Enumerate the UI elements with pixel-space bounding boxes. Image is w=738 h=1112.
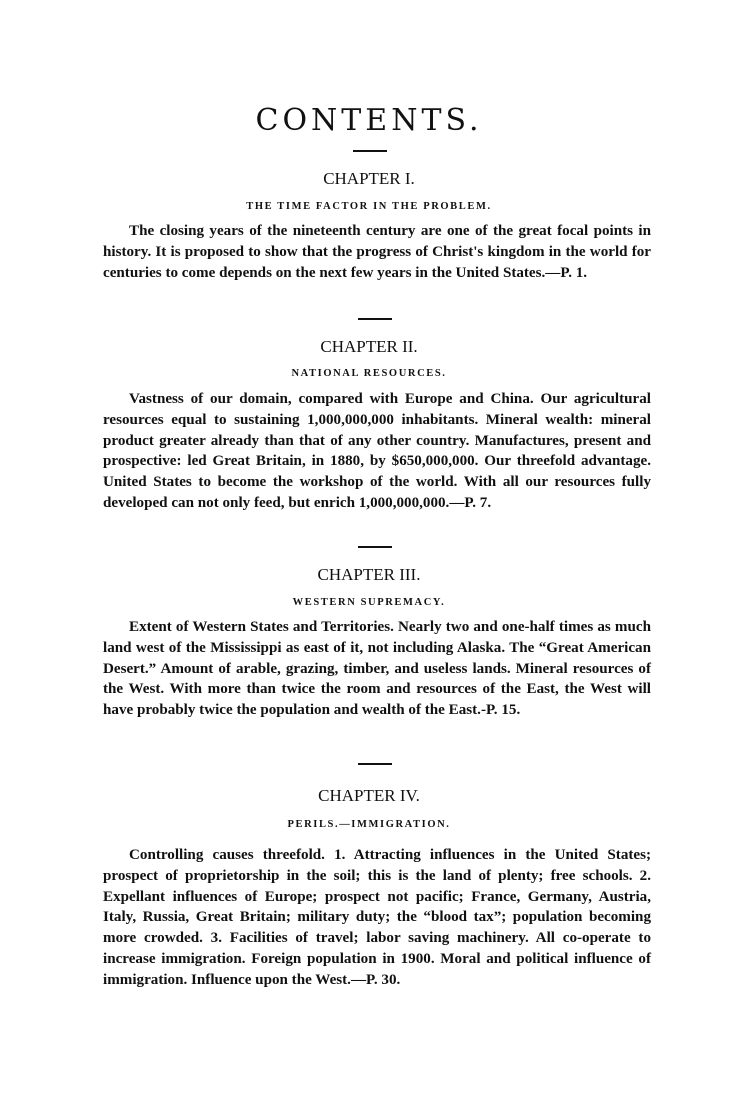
chapter-4-heading: CHAPTER IV. [318,786,420,805]
chapter-3-heading: CHAPTER III. [317,565,421,584]
page-title: CONTENTS. [255,103,483,138]
chapter-4-summary: Controlling causes threefold. 1. Attracting influences in the United States; prospect of proprietorship in the soil; this is the land of plenty; free schools. 2. Expellant influences of Europe; prospect not pacific; France, Germany, Austria, Italy, Russia, Great Britain; military duty; the “blood tax”; population becoming more crowded. 3. Facilities of travel; labor saving machinery. All co-operate to increase immigration. Foreign population in 1900. Moral and political influence of immigration. Influence upon the West.—P. 30. [103,847,651,988]
chapter-3-subtitle: WESTERN SUPREMACY. [292,597,446,608]
chapter-1-summary: The closing years of the nineteenth century are one of the great focal points in history. It is proposed to show that the progress of Christ's kingdom in the world for centuries to come depends on the next few years in the United States.—P. 1. [103,223,651,281]
chapter-3-rule [358,763,392,765]
chapter-2-summary: Vastness of our domain, compared with Europe and China. Our agricultural resources equal to sustaining 1,000,000,000 inhabitants. Mineral wealth: mineral product greater already than that of any other country. Manufactures, present and prospective: led Great Britain, in 1880, by $650,000,000. Our threefold advantage. United States to become the workshop of the world. With all our resources fully developed can not only feed, but enrich 1,000,000,000.—P. 7. [103,391,651,511]
chapter-1-subtitle: THE TIME FACTOR IN THE PROBLEM. [246,201,492,212]
chapter-4-subtitle: PERILS.—IMMIGRATION. [287,819,451,830]
chapter-1-heading: CHAPTER I. [323,169,415,188]
title-rule [353,150,387,152]
chapter-1-rule [358,318,392,320]
chapter-2-subtitle: NATIONAL RESOURCES. [291,368,447,379]
chapter-3-summary: Extent of Western States and Territories. Nearly two and one-half times as much land west of the Mississippi as east of it, not including Alaska. The “Great American Desert.” Amount of arable, grazing, timber, and useless lands. Mineral resources of the West. With more than twice the room and resources of the East, the West will have probably twice the population and wealth of the East.-P. 15. [103,619,651,719]
chapter-2-heading: CHAPTER II. [320,337,418,356]
chapter-2-rule [358,546,392,548]
